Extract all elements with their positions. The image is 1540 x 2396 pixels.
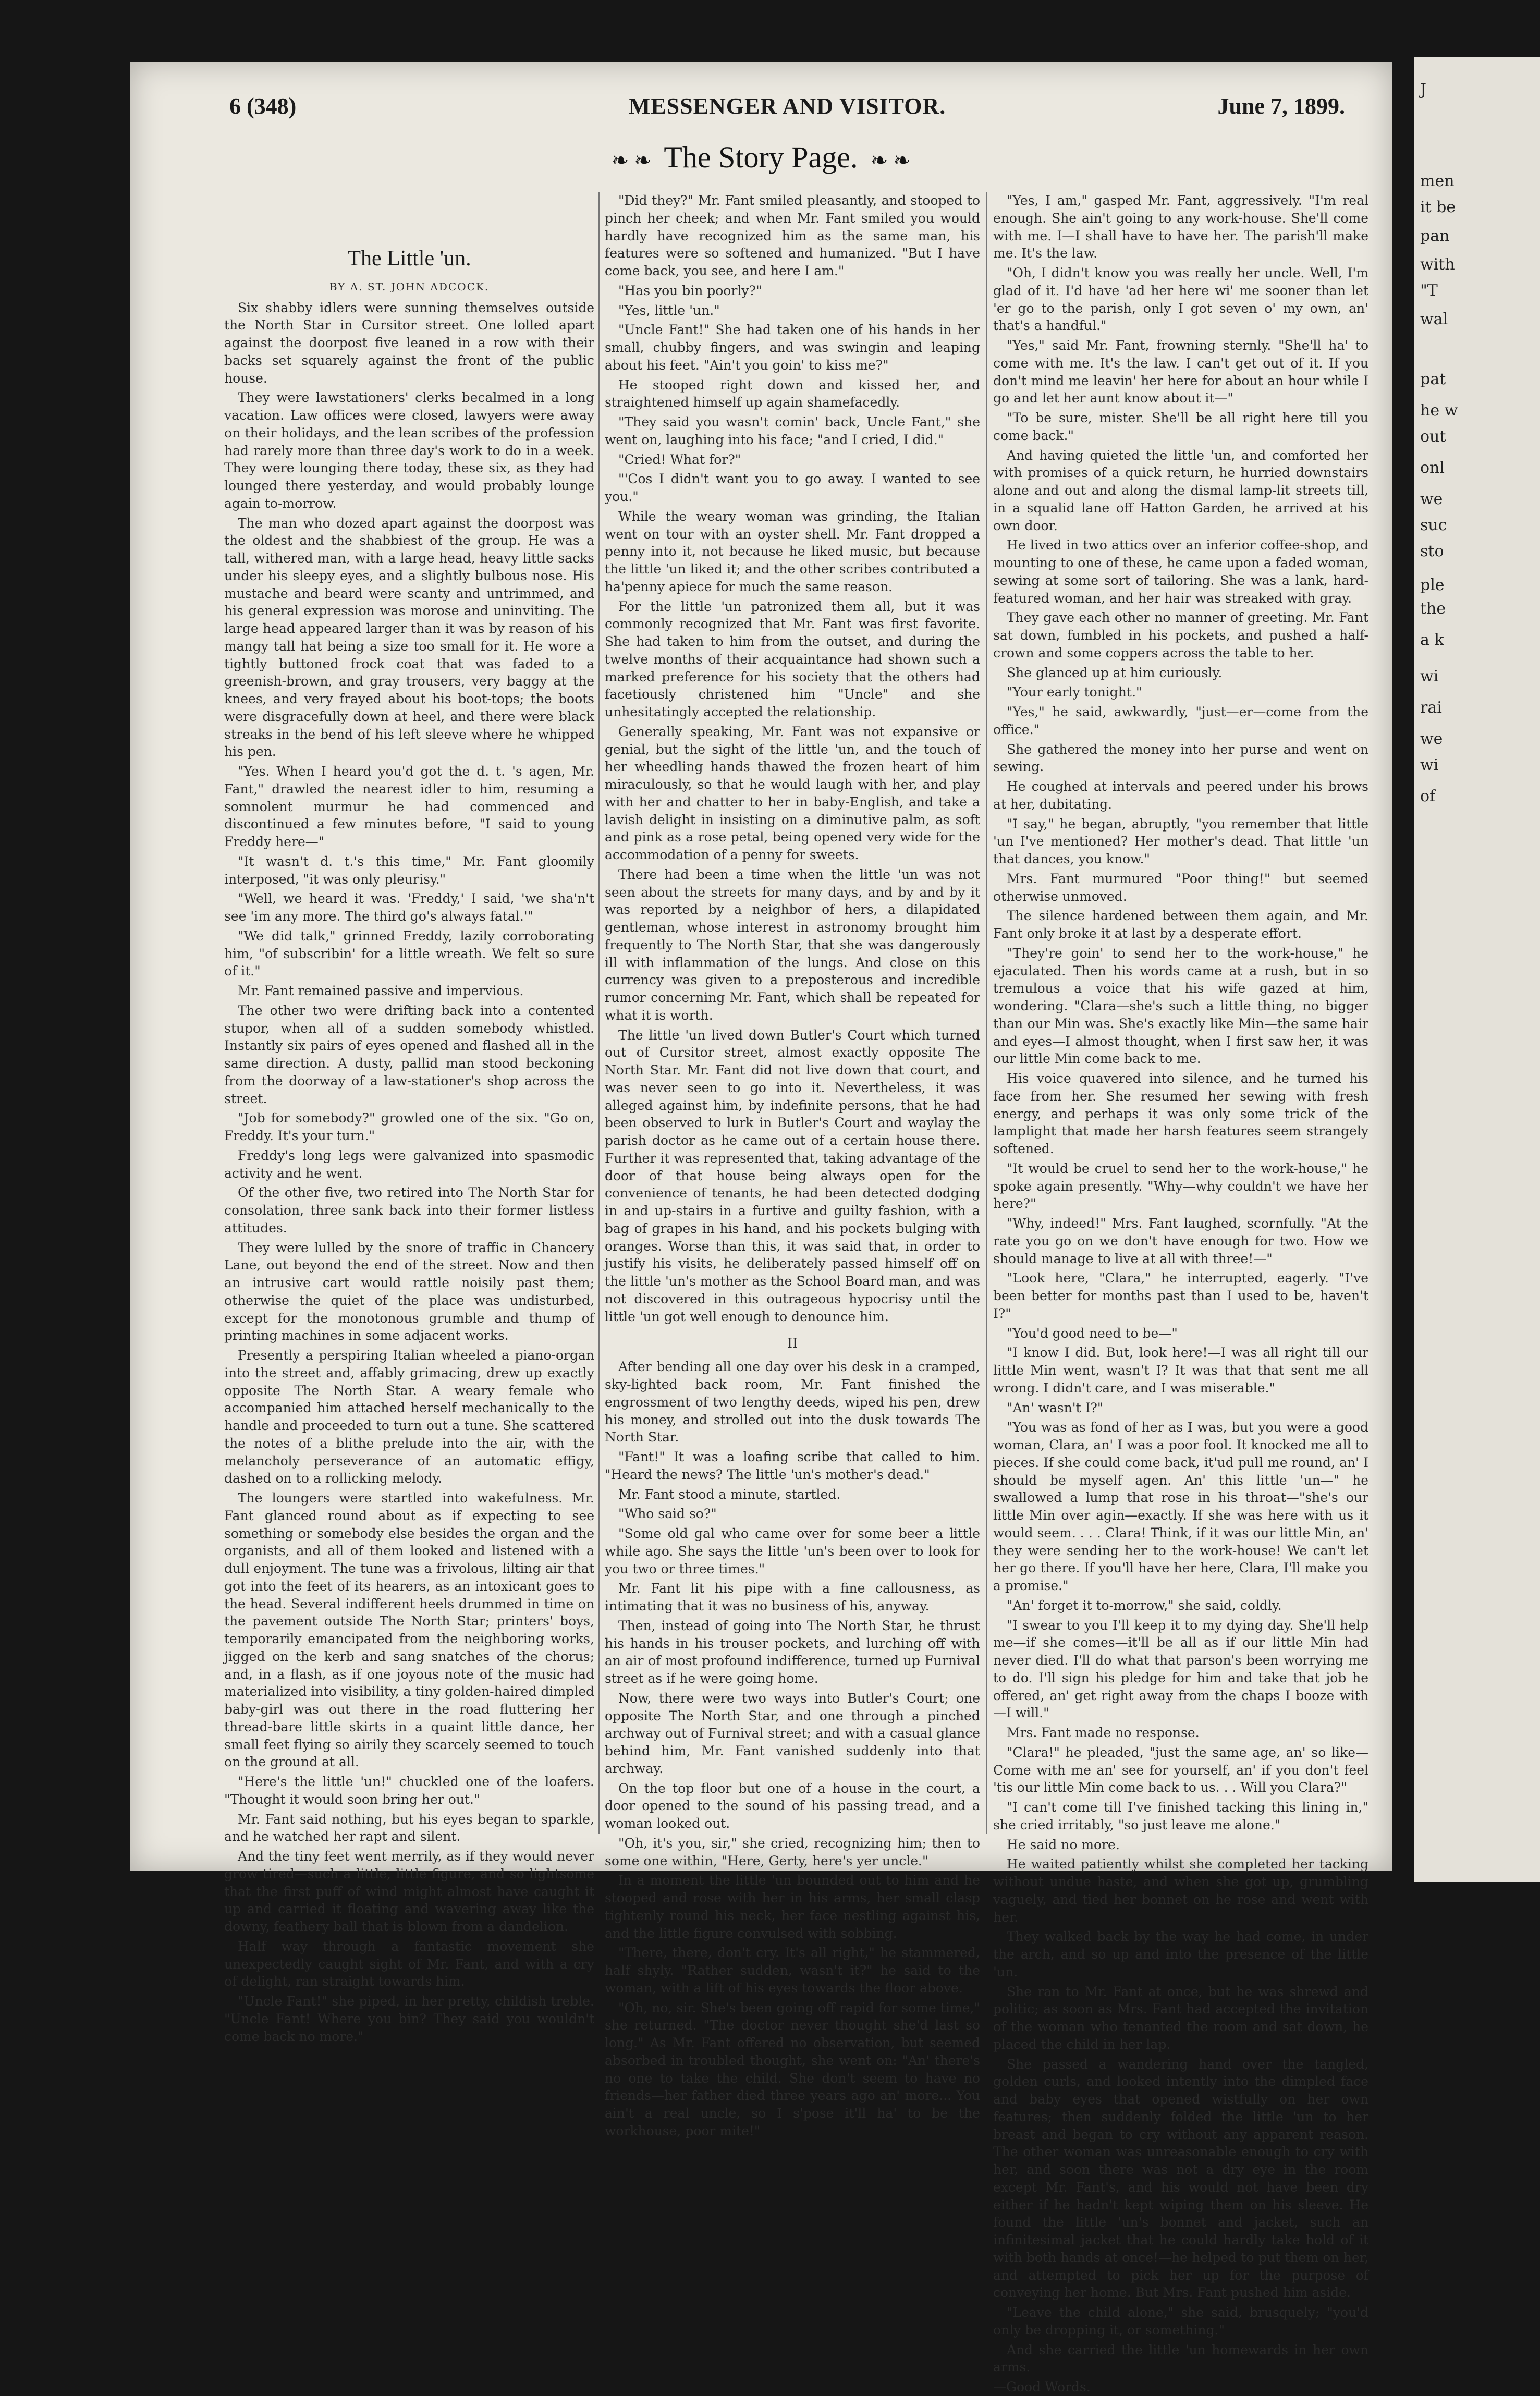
- edge-fragment: ple: [1420, 576, 1445, 594]
- paragraph: "To be sure, mister. She'll be all right here till you come back.": [993, 410, 1368, 443]
- paragraph: "I know I did. But, look here!—I was all right till our little Min went, wasn't I? It was that that sent me all wrong. I didn't care, and I was miserable.": [993, 1345, 1368, 1396]
- paragraph: "Yes, I am," gasped Mr. Fant, aggressively. "I'm real enough. She ain't going to any work-house. She'll come with me. I—I shall have to have her. The parish'll make me. It's the law.: [993, 193, 1368, 261]
- paragraph: Mr. Fant said nothing, but his eyes began to sparkle, and he watched her rapt and silent.: [224, 1811, 594, 1844]
- paragraph: And the tiny feet went merrily, as if they would never grow tired—such a little, little figure, and so lightsome that the first puff of wind might almost have caught it up and carried it floating and wavering away like the downy, feathery ball that is blown from a dandelion.: [224, 1849, 594, 1935]
- edge-fragment: sto: [1420, 542, 1444, 560]
- paragraph: "I swear to you I'll keep it to my dying day. She'll help me—if she comes—it'll be all as if our little Min had never died. I'll do what that parson's been worrying me to do. I'll sign his pledge for him and take that job he offered, an' get right away from the chaps I booze with—I will.": [993, 1617, 1368, 1721]
- paragraph: "Oh, no, sir. She's been going off rapid for some time," she returned. "The doctor never thought she'd last so long." As Mr. Fant offered no observation, but seemed absorbed in troubled thought, she went on: "An' there's no one to take the child. She don't seem to have no friends—her father died three years ago an' more... You ain't a real uncle, so I s'pose it'll ha' to be the workhouse, poor mite!": [605, 2000, 980, 2138]
- paragraph: "Uncle Fant!" she piped, in her pretty, childish treble. "Uncle Fant! Where you bin? They said you wouldn't come back no more.": [224, 1994, 594, 2044]
- leaf-ornament-icon: ❧ ❧: [611, 149, 652, 172]
- paragraph: "It wasn't d. t.'s this time," Mr. Fant gloomily interposed, "it was only pleurisy.": [224, 853, 594, 887]
- paragraph: "An' forget it to-morrow," she said, coldly.: [1007, 1597, 1282, 1613]
- paragraph: Freddy's long legs were galvanized into spasmodic activity and he went.: [224, 1147, 594, 1181]
- column-2-text-part-1: [605, 192, 980, 1325]
- section-heading: [130, 140, 1392, 175]
- paragraph: "Your early tonight.": [1007, 684, 1142, 700]
- paragraph: "Uncle Fant!" She had taken one of his hands in her small, chubby fingers, and was swingin and leaping about his feet. "Ain't you goin' to kiss me?": [605, 322, 980, 373]
- page-folio: 6 (348): [229, 93, 297, 119]
- story-byline: BY A. ST. JOHN ADCOCK.: [329, 280, 490, 293]
- paragraph: They were lawstationers' clerks becalmed in a long vacation. Law offices were closed, lawyers were away on their holidays, and the lean scribes of the profession had rarely more than three day's work to do in a week. They were lounging there today, these six, as they had lounged there yesterday, and would probably lounge again to-morrow.: [224, 390, 594, 511]
- paragraph: "Oh, I didn't know you was really her uncle. Well, I'm glad of it. I'd have 'ad her here wi' me sooner than let 'er go to the parish, only I got seven o' my own, an' that's a handful.": [993, 265, 1368, 334]
- paragraph: "I can't come till I've finished tacking this lining in," she cried irritably, "so just leave me alone.": [993, 1800, 1368, 1832]
- column-3-text: [993, 192, 1368, 2376]
- paragraph: On the top floor but one of a house in the court, a door opened to the sound of his passing tread, and a woman looked out.: [605, 1780, 980, 1831]
- paragraph: "Yes, little 'un.": [618, 302, 720, 318]
- edge-fragment: we: [1420, 730, 1443, 748]
- paragraph: "We did talk," grinned Freddy, lazily corroborating him, "of subscribin' for a little wreath. We felt so sure of it.": [224, 928, 594, 979]
- paragraph: There had been a time when the little 'un was not seen about the streets for many days, and by and by it was reported by a neighbor of hers, a dilapidated gentleman, whose interest in astronomy brought him frequently to The North Star, that she was dangerously ill with inflammation of the lungs. And close on this currency was given to a preposterous and incredible rumor concerning Mr. Fant, which shall be repeated for what it is worth.: [605, 866, 980, 1023]
- paragraph: After bending all one day over his desk in a cramped, sky-lighted back room, Mr. Fant finished the engrossment of two lengthy deeds, wiped his pen, drew his money, and strolled out into the dusk towards The North Star.: [605, 1359, 980, 1445]
- paragraph: "You'd good need to be—": [1007, 1325, 1178, 1341]
- paragraph: And she carried the little 'un homewards in her own arms.: [993, 2342, 1368, 2375]
- paragraph: He lived in two attics over an inferior coffee-shop, and mounting to one of these, he came upon a faded woman, sewing at some sort of tailoring. She was a lank, hard-featured woman, and her hair was streaked with gray.: [993, 537, 1368, 606]
- paragraph: The other two were drifting back into a contented stupor, when all of a sudden somebody whistled. Instantly six pairs of eyes opened and flashed all in the same direction. A dusty, pallid man stood beckoning from the doorway of a law-stationer's shop across the street.: [224, 1003, 594, 1106]
- paragraph: Presently a perspiring Italian wheeled a piano-organ into the street and, affably grimacing, drew up exactly opposite The North Star. A weary female who accompanied him attached herself mechanically to the handle and proceeded to turn out a tune. She scattered the notes of a blithe prelude into the air, with the melancholy perseverance of an automatic effigy, dashed on to a rollicking melody.: [224, 1348, 594, 1486]
- edge-fragment: the: [1420, 600, 1446, 618]
- paragraph: She gathered the money into her purse and went on sewing.: [993, 741, 1368, 775]
- edge-fragment: pan: [1420, 227, 1450, 245]
- paragraph: She passed a wandering hand over the tangled, golden curls, and looked intently into the dimpled face and baby eyes that opened wistfully on her own features; then suddenly folded the little 'un to her breast and began to cry without any apparent reason. The other woman was unreasonable enough to cry with her, and soon there was not a dry eye in the room except Mr. Fant's, and his would not have been dry either if he hadn't kept wiping them on his sleeve. He found the little 'un's bonnet and jacket, such an infinitesimal jacket that he could hardly take hold of it with both hands at once!—he helped to put them on her, and attempted to pick her up for the purpose of conveying her home. But Mrs. Fant pushed him aside.: [993, 2056, 1368, 2301]
- edge-fragment: rai: [1420, 699, 1442, 717]
- paragraph: Mrs. Fant murmured "Poor thing!" but seemed otherwise unmoved.: [993, 871, 1368, 904]
- edge-fragment: suc: [1420, 516, 1447, 534]
- paragraph: "I say," he began, abruptly, "you remember that little 'un I've mentioned? Her mother's dead. That little 'un that dances, you know.": [993, 816, 1368, 866]
- edge-fragment: men: [1420, 172, 1455, 190]
- paragraph: They were lulled by the snore of traffic in Chancery Lane, out beyond the end of the street. Now and then an intrusive cart would rattle noisily past them; otherwise the quiet of the place was undisturbed, except for the monotonous grumble and thump of printing machines in some adjacent works.: [224, 1240, 594, 1343]
- paragraph: "They said you wasn't comin' back, Uncle Fant," she went on, laughing into his face; "and I cried, I did.": [605, 414, 980, 447]
- paragraph: The man who dozed apart against the doorpost was the oldest and the shabbiest of the group. He was a tall, withered man, with a large head, heavy little sacks under his sleepy eyes, and a slightly bulbous nose. His mustache and beard were scanty and untrimmed, and his general expression was morose and uninviting. The large head appeared larger than it was by reason of his mangy tall hat being a size too small for it. He wore a tightly buttoned frock coat that was faded to a greenish-brown, and gray trousers, very baggy at the knees, and very frayed about his boot-tops; the boots were disgracefully down at heel, and there were black streaks in the bend of his left sleeve where he whipped his pen.: [224, 515, 594, 760]
- paragraph: He stooped right down and kissed her, and straightened himself up again shamefacedly.: [605, 377, 980, 410]
- part-two-marker: II: [787, 1336, 798, 1352]
- section-title: The Story Page.: [664, 140, 858, 174]
- paragraph: "Yes. When I heard you'd got the d. t. 's agen, Mr. Fant," drawled the nearest idler to him, resuming a somnolent murmur he had commenced and discontinued a few minutes before, "I said to young Freddy here—": [224, 764, 594, 850]
- paragraph: Mrs. Fant made no response.: [1007, 1725, 1200, 1740]
- paragraph: "Who said so?": [618, 1506, 717, 1522]
- edge-fragment: J: [1420, 81, 1427, 99]
- column-3: [993, 192, 1368, 2394]
- paragraph: She ran to Mr. Fant at once, but he was shrewd and politic; as soon as Mrs. Fant had accepted the invitation of the woman who tenanted the room and sat down, he placed the child in her lap.: [993, 1984, 1368, 2052]
- paragraph: For the little 'un patronized them all, but it was commonly recognized that Mr. Fant was first favorite. She had taken to him from the outset, and during the twelve months of their acquaintance had shown such a marked preference for his society that the others had facetiously christened him "Uncle" and she unhesitatingly accepted the relationship.: [605, 598, 980, 719]
- edge-fragment: we: [1420, 490, 1443, 508]
- edge-fragment: pat: [1420, 370, 1446, 388]
- paragraph: His voice quavered into silence, and he turned his face from her. She resumed her sewing with fresh energy, and perhaps it was only some trick of the lamplight that made her harsh features seem strangely softened.: [993, 1071, 1368, 1156]
- paragraph: "'Cos I didn't want you to go away. I wanted to see you.": [605, 471, 980, 504]
- newspaper-page: [130, 62, 1392, 2394]
- paragraph: "Clara!" he pleaded, "just the same age, an' so like—Come with me an' see for yourself, an' if you don't feel 'tis our little Min come back to us. . . Will you Clara?": [993, 1744, 1368, 1795]
- story-title: The Little 'un.: [347, 247, 471, 271]
- paragraph: "Look here, "Clara," he interrupted, eagerly. "I've been better for months past than I used to be, haven't I?": [993, 1270, 1368, 1321]
- issue-date: June 7, 1899.: [1217, 93, 1345, 119]
- paragraph: "There, there, don't cry. It's all right," he stammered, half shyly. "Rather sudden, wasn't it?" he said to the woman, with a lift of his eyes towards the floor above.: [605, 1945, 980, 1996]
- paragraph: They gave each other no manner of greeting. Mr. Fant sat down, fumbled in his pockets, and pushed a half-crown and some coppers across the table to her.: [993, 610, 1368, 661]
- edge-fragment: wal: [1420, 310, 1448, 328]
- paragraph: She glanced up at him curiously.: [1007, 665, 1223, 680]
- paragraph: "Why, indeed!" Mrs. Fant laughed, scornfully. "At the rate you go on we don't have enough for two. How we should manage to live at all with three!—": [993, 1216, 1368, 1266]
- paragraph: He coughed at intervals and peered under his brows at her, dubitating.: [993, 779, 1368, 812]
- paragraph: "Some old gal who came over for some beer a little while ago. She says the little 'un's been over to look for you two or three times.": [605, 1526, 980, 1576]
- paragraph: He waited patiently whilst she completed her tacking without undue haste, and when she got up, grumbling vaguely, and tied her bonnet on he rose and went with her.: [993, 1856, 1368, 1925]
- paragraph: "They're goin' to send her to the work-house," he ejaculated. Then his words came at a rush, but in so tremulous a voice that his wife gazed at him, wondering. "Clara—she's such a little thing, no bigger than our Min was. She's exactly like Min—the same hair and eyes—I almost thought, when I first saw her, it was our little Min come back to me.: [993, 945, 1368, 1067]
- edge-fragment: he w: [1420, 401, 1458, 420]
- paragraph: Mr. Fant lit his pipe with a fine callousness, as intimating that it was no business of his, anyway.: [605, 1581, 980, 1614]
- edge-fragment: wi: [1420, 667, 1439, 686]
- paragraph: And having quieted the little 'un, and comforted her with promises of a quick return, he hurried downstairs alone and out and along the dismal lamp-lit streets till, in a squalid lane off Hatton Garden, he arrived at his own door.: [993, 447, 1368, 533]
- edge-fragment: of: [1420, 787, 1436, 805]
- column-1-text: [224, 299, 594, 2046]
- paragraph: "Well, we heard it was. 'Freddy,' I said, 'we sha'n't see 'im any more. The third go's always fatal.'": [224, 891, 594, 924]
- paragraph: "Job for somebody?" growled one of the six. "Go on, Freddy. It's your turn.": [224, 1110, 594, 1144]
- leaf-ornament-icon: ❧ ❧: [871, 149, 911, 172]
- paragraph: "Leave the child alone," she said, brusquely; "you'd only be dropping it, or something.": [993, 2305, 1368, 2338]
- story-credit: —Good Words.: [993, 2379, 1091, 2394]
- paragraph: In a moment the little 'un bounded out to him and he stooped and rose with her in his arms, her small clasp tightenly round his neck, her face nestling against his, and the little figure convulsed with sobbing.: [605, 1873, 980, 1941]
- paragraph: "Fant!" It was a loafing scribe that called to him. "Heard the news? The little 'un's mother's dead.": [605, 1449, 980, 1482]
- edge-fragment: a k: [1420, 631, 1444, 649]
- paragraph: "Oh, it's you, sir," she cried, recognizing him; then to some one within, "Here, Gerty, here's yer uncle.": [605, 1835, 980, 1868]
- column-rule: [598, 192, 600, 1834]
- paragraph: While the weary woman was grinding, the Italian went on tour with an oyster shell. Mr. Fant dropped a penny into it, not because he liked music, but because the little 'un liked it; and the other scribes contributed a ha'penny apiece for much the same reason.: [605, 508, 980, 594]
- paragraph: "Has you bin poorly?": [618, 283, 762, 298]
- paragraph: The loungers were startled into wakefulness. Mr. Fant glanced round about as if expecting to see something or somebody else besides the organ and the organists, and all of them looked and listened with a dull enjoyment. The tune was a frivolous, lilting air that got into the feet of its hearers, as an intoxicant goes to the head. Several indifferent heels drummed in time on the pavement outside The North Star; printers' boys, temporarily emancipated from the neighboring works, jigged on the kerb and sang snatches of the chorus; and, in a flash, as if one joyous note of the music had materialized into visibility, a tiny golden-haired dimpled baby-girl was out there in the road fluttering her thread-bare little skirts in a quaint little dance, her small feet flying so airily they scarcely seemed to touch on the ground at all.: [224, 1490, 594, 1770]
- edge-fragment: it be: [1420, 198, 1456, 216]
- column-2: [605, 192, 980, 2138]
- paragraph: Of the other five, two retired into The North Star for consolation, three sank back into their former listless attitudes.: [224, 1185, 594, 1236]
- paragraph: "Yes," said Mr. Fant, frowning sternly. "She'll ha' to come with me. It's the law. I can't get out of it. If you don't mind me leavin' her here for about an hour while I go and let her aunt know about it—": [993, 338, 1368, 406]
- paragraph: Six shabby idlers were sunning themselves outside the North Star in Cursitor street. One lolled apart against the doorpost five leaned in a row with their backs set squarely against the front of the public house.: [224, 300, 594, 386]
- column-rule: [986, 192, 987, 1834]
- newspaper-masthead: MESSENGER AND VISITOR.: [628, 93, 946, 119]
- paragraph: Mr. Fant remained passive and impervious.: [238, 983, 524, 999]
- paragraph: Generally speaking, Mr. Fant was not expansive or genial, but the sight of the little 'un, and the touch of her wheedling hands thawed the frozen heart of him miraculously, so that he would laugh with her, and play with her and chatter to her in baby-English, and take a lavish delight in insisting on a diminutive palm, as soft and pink as a rose petal, being opened very wide for the accommodation of a penny for sweets.: [605, 724, 980, 862]
- paragraph: He said no more.: [1007, 1837, 1120, 1852]
- edge-fragment: onl: [1420, 459, 1445, 477]
- paragraph: "Did they?" Mr. Fant smiled pleasantly, and stooped to pinch her cheek; and when Mr. Fant smiled you would hardly have recognized him as the same man, his features were so softened and humanized. "But I have come back, you see, and here I am.": [605, 193, 980, 278]
- column-2-text-part-2: [605, 1358, 980, 2140]
- edge-fragment: wi: [1420, 756, 1439, 774]
- paragraph: Half way through a fantastic movement she unexpectedly caught sight of Mr. Fant, and with a cry of delight, ran straight towards him.: [224, 1938, 594, 1989]
- paragraph: They walked back by the way he had come, in under the arch, and so up and into the presence of the little 'un.: [993, 1929, 1368, 1979]
- paragraph: Now, there were two ways into Butler's Court; one opposite The North Star, and one through a pinched archway out of Furnival street; and with a casual glance behind him, Mr. Fant vanished suddenly into that archway.: [605, 1690, 980, 1776]
- paragraph: "Here's the little 'un!" chuckled one of the loafers. "Thought it would soon bring her out.": [224, 1774, 594, 1807]
- edge-fragment: out: [1420, 427, 1446, 446]
- paragraph: Mr. Fant stood a minute, startled.: [618, 1486, 841, 1502]
- edge-fragment: "T: [1420, 282, 1438, 300]
- page-header: [229, 93, 1345, 124]
- paragraph: "Yes," he said, awkwardly, "just—er—come from the office.": [993, 704, 1368, 737]
- column-1: [224, 192, 594, 2044]
- paragraph: The little 'un lived down Butler's Court which turned out of Cursitor street, almost exactly opposite The North Star. Mr. Fant did not live down that court, and was never seen to go into it. Nevertheless, it was alleged against him, by indefinite persons, that he had been observed to lurk in Butler's Court and waylay the parish doctor as he came out of a certain house there. Further it was represented that, taking advantage of the door of that house being always open for the convenience of tenants, he had been detected dodging in and up-stairs in a furtive and guilty fashion, with a bag of grapes in his hand, and his pockets bulging with oranges. Worse than this, it was said that, in order to justify his visits, he deliberately passed himself off on the little 'un's mother as the School Board man, and was not discovered in this outrageous hypocrisy until the little 'un got well enough to denounce him.: [605, 1027, 980, 1324]
- paragraph: "It would be cruel to send her to the work-house," he spoke again presently. "Why—why couldn't we have her here?": [993, 1160, 1368, 1212]
- paragraph: "You was as fond of her as I was, but you were a good woman, Clara, an' I was a poor fool. It knocked me all to pieces. If she could come back, it'ud pull me round, an' I should be myself agen. An' this little 'un—" he swallowed a lump that rose in his throat—"she's our little Min over agin—exactly. If she was here with us it would seem. . . . Clara! Think, if it was our little Min, an' they were sending her to the work-house! We can't let her go there. If you'll have her here, Clara, I'll make you a promise.": [993, 1420, 1368, 1593]
- paragraph: "Cried! What for?": [618, 451, 741, 467]
- edge-fragment: with: [1420, 255, 1455, 274]
- paragraph: The silence hardened between them again, and Mr. Fant only broke it at last by a desperate effort.: [993, 908, 1368, 941]
- adjacent-page-edge: [1414, 57, 1540, 1882]
- paragraph: Then, instead of going into The North Star, he thrust his hands in his trouser pockets, and lurching off with an air of most profound indifference, turned up Furnival street as if he were going home.: [605, 1618, 980, 1686]
- paragraph: "An' wasn't I?": [1007, 1400, 1104, 1415]
